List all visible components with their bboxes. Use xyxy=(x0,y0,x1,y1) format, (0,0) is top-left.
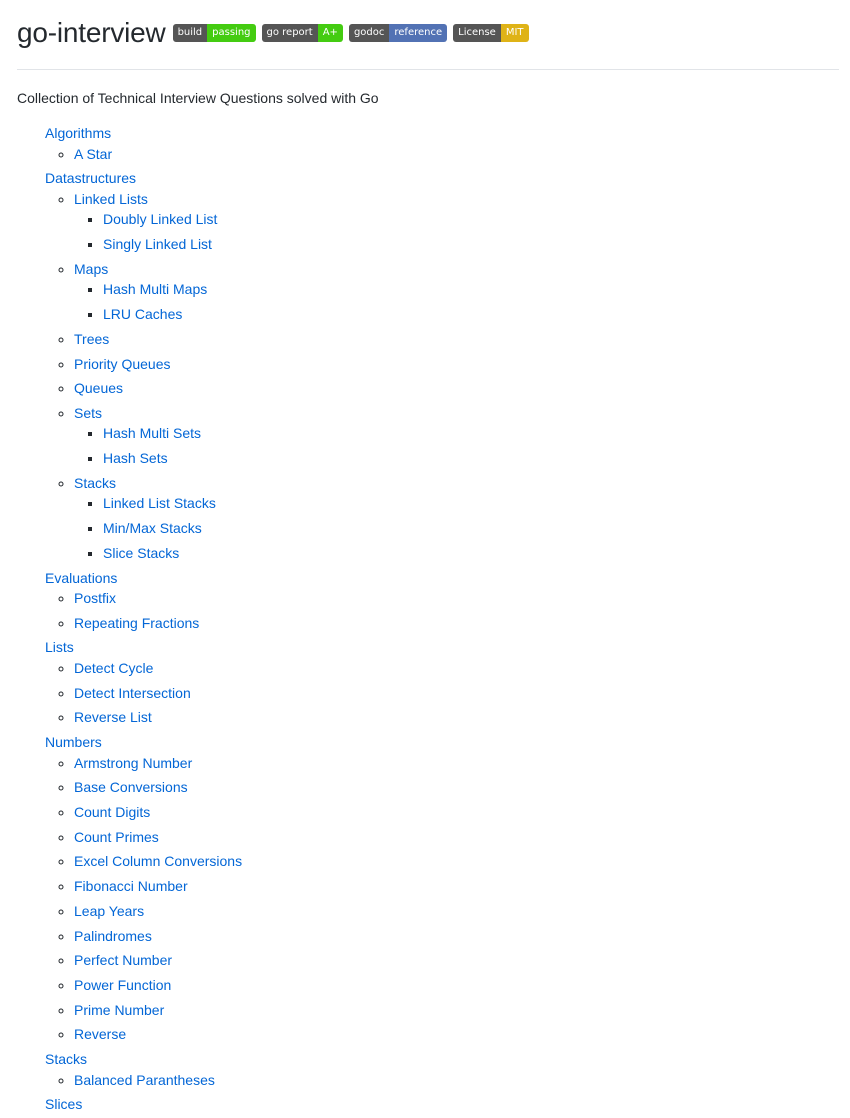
list-item xyxy=(74,901,839,922)
count-primes-link[interactable]: Count Primes xyxy=(74,828,159,845)
list-item xyxy=(74,926,839,947)
singly-linked-list-link[interactable]: Singly Linked List xyxy=(103,236,212,253)
base-conversions-link[interactable]: Base Conversions xyxy=(74,779,188,796)
badges xyxy=(173,24,529,42)
hash-multi-maps-link[interactable]: Hash Multi Maps xyxy=(103,281,208,298)
list-item xyxy=(74,613,839,634)
list-item xyxy=(74,354,839,375)
build-badge-value: passing xyxy=(207,24,255,42)
power-function-link[interactable]: Power Function xyxy=(74,976,172,993)
list-item xyxy=(74,950,839,971)
list-item xyxy=(74,1000,839,1021)
list-item xyxy=(74,753,839,774)
evaluations-link[interactable]: Evaluations xyxy=(45,569,118,586)
list-item xyxy=(74,876,839,897)
toc-item-algorithms xyxy=(45,123,839,164)
toc-item-slices xyxy=(45,1094,839,1115)
linked-list-stacks-link[interactable]: Linked List Stacks xyxy=(103,495,216,512)
balanced-parantheses-link[interactable]: Balanced Parantheses xyxy=(74,1071,215,1088)
excel-column-conversions-link[interactable]: Excel Column Conversions xyxy=(74,853,243,870)
leap-years-link[interactable]: Leap Years xyxy=(74,902,145,919)
toc-item-evaluations xyxy=(45,568,839,634)
list-item xyxy=(103,209,839,230)
detect-intersection-link[interactable]: Detect Intersection xyxy=(74,684,191,701)
toc-list xyxy=(17,123,839,1115)
list-item xyxy=(74,683,839,704)
list-item xyxy=(74,473,839,564)
list-item xyxy=(74,1024,839,1045)
numbers-link[interactable]: Numbers xyxy=(45,734,102,751)
hash-multi-sets-link[interactable]: Hash Multi Sets xyxy=(103,425,202,442)
a-star-link[interactable]: A Star xyxy=(74,145,113,162)
go-report-badge-value: A+ xyxy=(318,24,343,42)
stacks-link[interactable]: Stacks xyxy=(74,474,117,491)
license-badge[interactable] xyxy=(453,24,528,42)
go-report-badge[interactable] xyxy=(262,24,343,42)
list-item xyxy=(103,493,839,514)
toc-item-datastructures xyxy=(45,168,839,563)
list-item xyxy=(74,707,839,728)
list-item xyxy=(103,234,839,255)
perfect-number-link[interactable]: Perfect Number xyxy=(74,952,173,969)
maps-link[interactable]: Maps xyxy=(74,260,109,277)
lists-link[interactable]: Lists xyxy=(45,639,74,656)
slices-link[interactable]: Slices xyxy=(45,1096,83,1113)
list-item xyxy=(103,279,839,300)
toc-item-stacks xyxy=(45,1049,839,1090)
slice-stacks-link[interactable]: Slice Stacks xyxy=(103,544,180,561)
list-item xyxy=(74,777,839,798)
detect-cycle-link[interactable]: Detect Cycle xyxy=(74,660,154,677)
hash-sets-link[interactable]: Hash Sets xyxy=(103,450,168,467)
title-row xyxy=(17,0,839,70)
prime-number-link[interactable]: Prime Number xyxy=(74,1001,165,1018)
reverse-link[interactable]: Reverse xyxy=(74,1026,127,1043)
license-badge-value: MIT xyxy=(501,24,529,42)
list-item xyxy=(74,851,839,872)
algorithms-link[interactable]: Algorithms xyxy=(45,125,112,141)
list-item xyxy=(74,144,839,165)
list-item xyxy=(103,423,839,444)
reverse-list-link[interactable]: Reverse List xyxy=(74,709,152,726)
list-item xyxy=(74,802,839,823)
description: Collection of Technical Interview Questions solved with Go xyxy=(17,90,379,106)
min-max-stacks-link[interactable]: Min/Max Stacks xyxy=(103,520,202,537)
doubly-linked-list-link[interactable]: Doubly Linked List xyxy=(103,211,218,228)
page-title: go-interview xyxy=(17,16,166,48)
toc-item-lists xyxy=(45,637,839,728)
godoc-badge-label: godoc xyxy=(349,24,389,42)
list-item xyxy=(74,658,839,679)
list-item xyxy=(103,543,839,564)
list-item xyxy=(74,403,839,469)
toc-item-numbers xyxy=(45,732,839,1045)
count-digits-link[interactable]: Count Digits xyxy=(74,804,151,821)
stacks-section-link[interactable]: Stacks xyxy=(45,1050,88,1067)
list-item xyxy=(74,975,839,996)
priority-queues-link[interactable]: Priority Queues xyxy=(74,355,171,372)
linked-lists-link[interactable]: Linked Lists xyxy=(74,190,148,207)
list-item xyxy=(74,378,839,399)
godoc-badge-value: reference xyxy=(389,24,447,42)
godoc-badge[interactable] xyxy=(349,24,447,42)
trees-link[interactable]: Trees xyxy=(74,330,110,347)
list-item xyxy=(103,518,839,539)
queues-link[interactable]: Queues xyxy=(74,380,124,397)
fibonacci-number-link[interactable]: Fibonacci Number xyxy=(74,878,188,895)
postfix-link[interactable]: Postfix xyxy=(74,590,117,607)
datastructures-link[interactable]: Datastructures xyxy=(45,170,137,187)
palindromes-link[interactable]: Palindromes xyxy=(74,927,152,944)
lru-caches-link[interactable]: LRU Caches xyxy=(103,306,183,323)
list-item xyxy=(74,189,839,255)
repeating-fractions-link[interactable]: Repeating Fractions xyxy=(74,614,200,631)
list-item xyxy=(103,304,839,325)
list-item xyxy=(103,448,839,469)
license-badge-label: License xyxy=(453,24,501,42)
sets-link[interactable]: Sets xyxy=(74,404,103,421)
list-item xyxy=(74,588,839,609)
armstrong-number-link[interactable]: Armstrong Number xyxy=(74,754,193,771)
list-item xyxy=(74,259,839,325)
list-item xyxy=(74,827,839,848)
list-item xyxy=(74,1070,839,1091)
build-badge[interactable] xyxy=(173,24,256,42)
build-badge-label: build xyxy=(173,24,208,42)
list-item xyxy=(74,329,839,350)
readme xyxy=(17,0,839,1115)
go-report-badge-label: go report xyxy=(262,24,318,42)
